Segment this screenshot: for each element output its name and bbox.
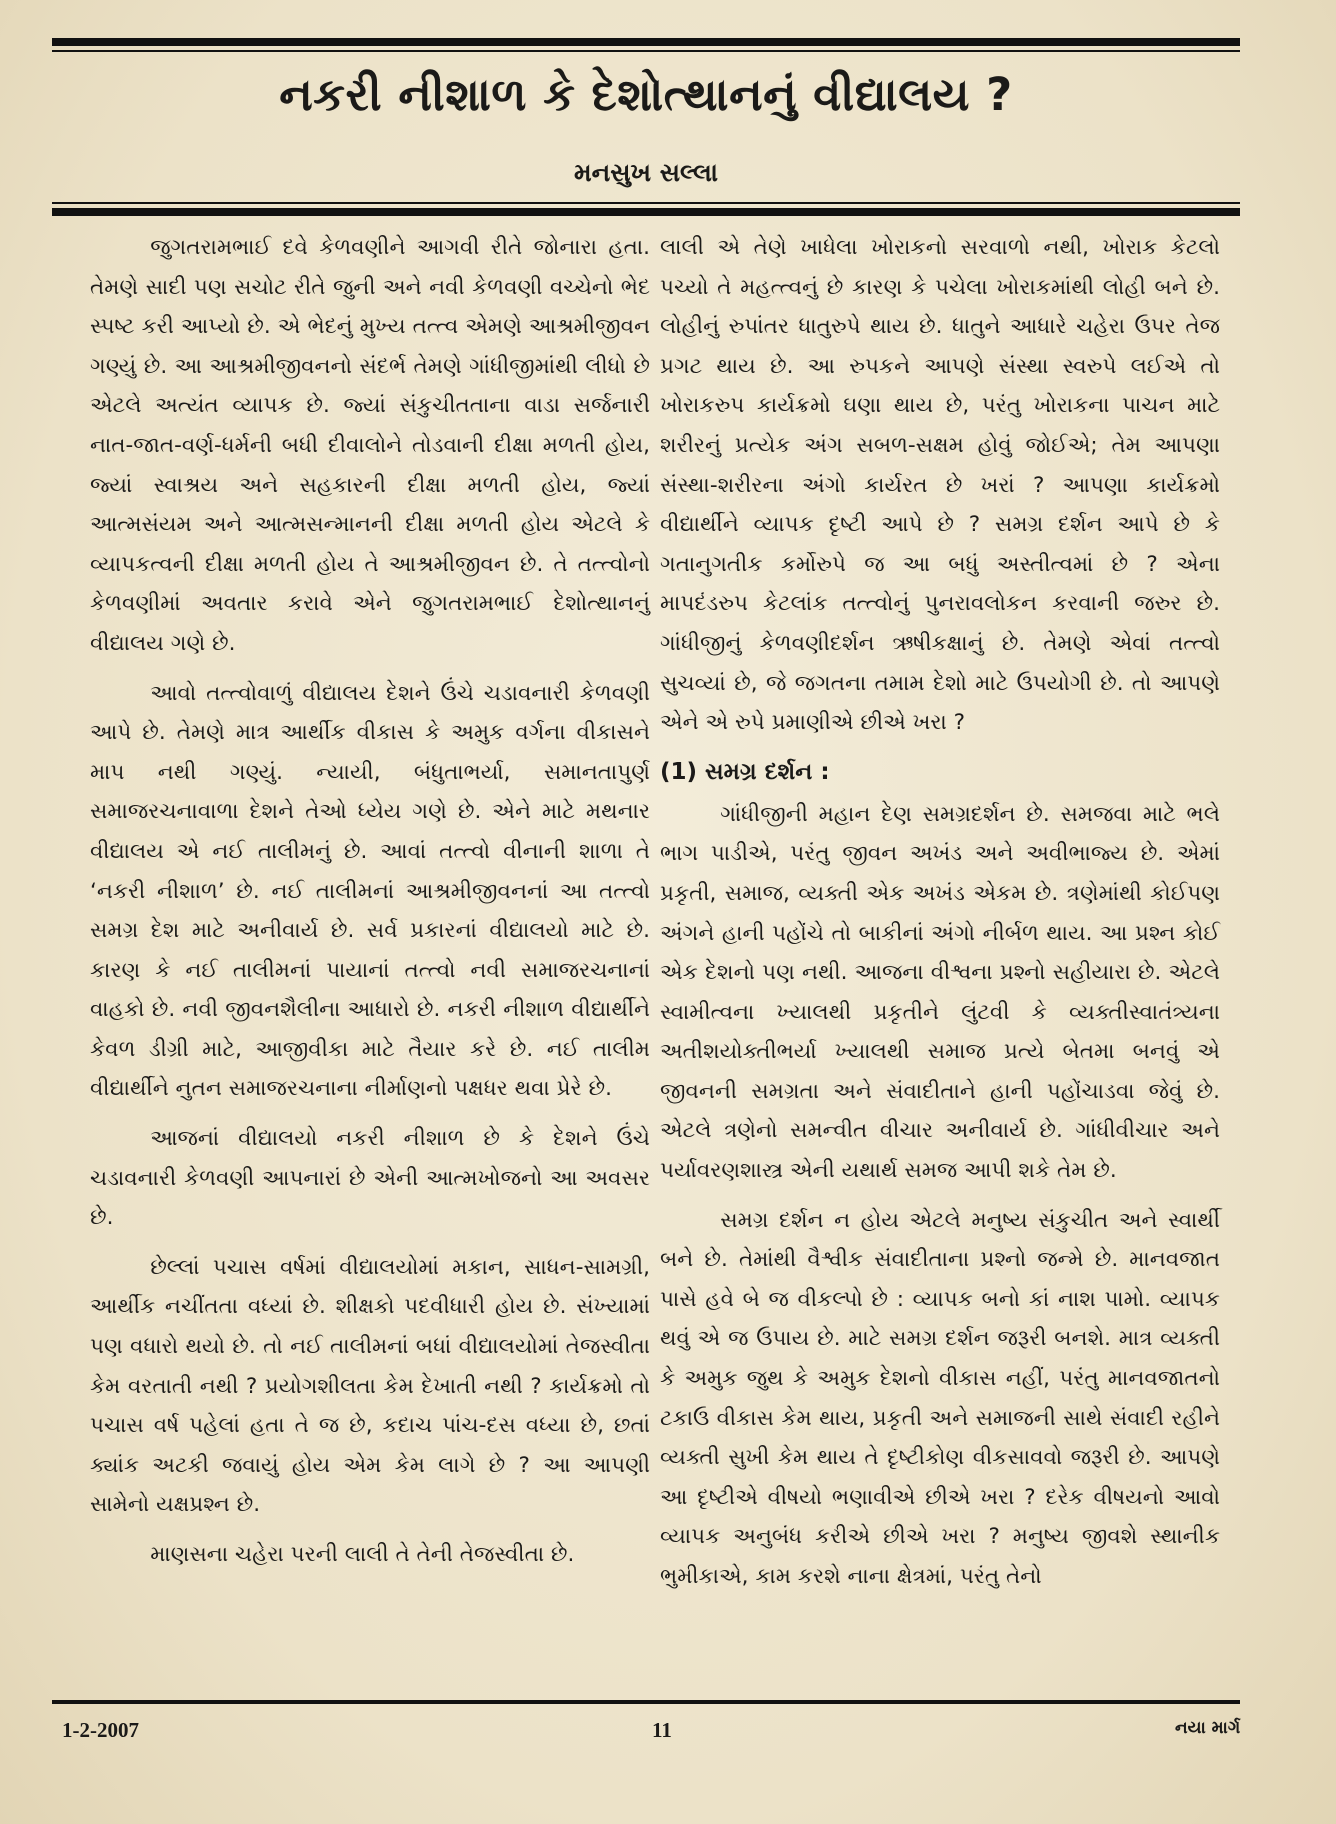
paragraph: છેલ્લાં પચાસ વર્ષમાં વીદ્યાલયોમાં મકાન, સાધન-સામગ્રી, આર્થીક નચીંતતા વધ્યાં છે. શીક્ષકો પદવીધારી હોય છે. સંખ્યામાં પણ વધારો થયો છે. તો નઈ તાલીમનાં બધાં વીદ્યાલયોમાં તેજસ્વીતા કેમ વરતાતી નથી ? પ્રયોગશીલતા કેમ દેખાતી નથી ? કાર્યક્રમો તો પચાસ વર્ષ પહેલાં હતા તે જ છે, કદાચ પાંચ-દસ વધ્યા છે, છતાં ક્યાંક અટકી જવાયું હોય એમ કેમ લાગે છે ? આ આપણી સામેનો યક્ષપ્રશ્ન છે. (90, 1254, 650, 1518)
top-rule (52, 38, 1240, 46)
paragraph: આજનાં વીદ્યાલયો નકરી નીશાળ છે કે દેશને ઉંચે ચડાવનારી કેળવણી આપનારાં છે એની આત્મખોજનો આ અવસર છે. (90, 1126, 650, 1231)
header-rule (52, 208, 1240, 216)
paragraph: જુગતરામભાઈ દવે કેળવણીને આગવી રીતે જોનારા હતા. તેમણે સાદી પણ સચોટ રીતે જુની અને નવી કેળવણી વચ્ચેનો ભેદ સ્પષ્ટ કરી આપ્યો છે. એ ભેદનું મુખ્ય તત્ત્વ એમણે આશ્રમીજીવન ગણ્યું છે. આ આશ્રમીજીવનનો સંદર્ભ તેમણે ગાંધીજીમાંથી લીધો છે એટલે અત્યંત વ્યાપક છે. જ્યાં સંકુચીતતાના વાડા સર્જનારી નાત-જાત-વર્ણ-ધર્મની બધી દીવાલોને તોડવાની દીક્ષા મળતી હોય, જ્યાં સ્વાશ્રય અને સહકારની દીક્ષા મળતી હોય, જ્યાં આત્મસંયમ અને આત્મસન્માનની દીક્ષા મળતી હોય એટલે કે વ્યાપકત્વની દીક્ષા મળતી હોય તે આશ્રમીજીવન છે. તે તત્ત્વોનો કેળવણીમાં અવતાર કરાવે એને જુગતરામભાઈ દેશોત્થાનનું વીદ્યાલય ગણે છે. (90, 235, 650, 656)
top-rule-thin (52, 50, 1240, 52)
continued-paragraph: લાલી એ તેણે ખાધેલા ખોરાકનો સરવાળો નથી, ખોરાક કેટલો પચ્યો તે મહત્ત્વનું છે કારણ કે પચેલા ખોરાકમાંથી લોહી બને છે. લોહીનું રુપાંતર ધાતુરુપે થાય છે. ધાતુને આધારે ચહેરા ઉપર તેજ પ્રગટ થાય છે. આ રુપકને આપણે સંસ્થા સ્વરુપે લઈએ તો ખોરાકરુપ કાર્યક્રમો ઘણા થાય છે, પરંતુ ખોરાકના પાચન માટે શરીરનું પ્રત્યેક અંગ સબળ-સક્ષમ હોવું જોઈએ; તેમ આપણા સંસ્થા-શરીરના અંગો કાર્યરત છે ખરાં ? આપણા કાર્યક્રમો વીદ્યાર્થીને વ્યાપક દૃષ્ટી આપે છે ? સમગ્ર દર્શન આપે છે કે ગતાનુગતીક કર્મોરુપે જ આ બધું અસ્તીત્વમાં છે ? એના માપદંડરુપ કેટલાંક તત્ત્વોનું પુનરાવલોકન કરવાની જરુર છે. ગાંધીજીનું કેળવણીદર્શન ઋષીકક્ષાનું છે. તેમણે એવાં તત્ત્વો સુચવ્યાં છે, જે જગતના તમામ દેશો માટે ઉપયોગી છે. તો આપણે એને એ રુપે પ્રમાણીએ છીએ ખરા ? (660, 235, 1220, 736)
author-name: મનસુખ સલ્લા (573, 158, 719, 187)
right-column (660, 228, 1220, 1607)
paragraph: આવો તત્ત્વોવાળું વીદ્યાલય દેશને ઉંચે ચડાવનારી કેળવણી આપે છે. તેમણે માત્ર આર્થીક વીકાસ કે અમુક વર્ગના વીકાસને માપ નથી ગણ્યું. ન્યાયી, બંધુતાભર્યા, સમાનતાપુર્ણ સમાજરચનાવાળા દેશને તેઓ ધ્યેય ગણે છે. એને માટે મથનાર વીદ્યાલય એ નઈ તાલીમનું છે. આવાં તત્ત્વો વીનાની શાળા તે ‘નકરી નીશાળ’ છે. નઈ તાલીમનાં આશ્રમીજીવનનાં આ તત્ત્વો સમગ્ર દેશ માટે અનીવાર્ય છે. સર્વ પ્રકારનાં વીદ્યાલયો માટે છે. કારણ કે નઈ તાલીમનાં પાયાનાં તત્ત્વો નવી સમાજરચનાનાં વાહકો છે. નવી જીવનશૈલીના આધારો છે. નકરી નીશાળ વીદ્યાર્થીને કેવળ ડીગ્રી માટે, આજીવીકા માટે તૈયાર કરે છે. નઈ તાલીમ વીદ્યાર્થીને નુતન સમાજરચનાના નીર્માણનો પક્ષધર થવા પ્રેરે છે. (90, 680, 650, 1102)
paragraph: સમગ્ર દર્શન ન હોય એટલે મનુષ્ય સંકુચીત અને સ્વાર્થી બને છે. તેમાંથી વૈશ્વીક સંવાદીતાના પ્રશ્નો જન્મે છે. માનવજાત પાસે હવે બે જ વીકલ્પો છે : વ્યાપક બનો કાં નાશ પામો. વ્યાપક થવું એ જ ઉપાય છે. માટે સમગ્ર દર્શન જરૂરી બનશે. માત્ર વ્યક્તી કે અમુક જુથ કે અમુક દેશનો વીકાસ નહીં, પરંતુ માનવજાતનો ટકાઉ વીકાસ કેમ થાય, પ્રકૃતી અને સમાજની સાથે સંવાદી રહીને વ્યક્તી સુખી કેમ થાય તે દૃષ્ટીકોણ વીકસાવવો જરૂરી છે. આપણે આ દૃષ્ટીએ વીષયો ભણાવીએ છીએ ખરા ? દરેક વીષયનો આવો વ્યાપક અનુબંધ કરીએ છીએ ખરા ? મનુષ્ય જીવશે સ્થાનીક ભુમીકાએ, કામ કરશે નાના ક્ષેત્રમાં, પરંતુ તેનો (660, 1207, 1220, 1589)
section-heading: (1) સમગ્ર દર્શન : (660, 758, 830, 785)
issue-date: 1-2-2007 (62, 1718, 139, 1742)
article-title: નકરી નીશાળ કે દેશોત્થાનનું વીદ્યાલય ? (279, 68, 1013, 121)
header-rule-thin (52, 202, 1240, 204)
publication-name: નયા માર્ગ (1175, 1718, 1241, 1738)
paragraph: માણસના ચહેરા પરની લાલી તે તેની તેજસ્વીતા છે. (150, 1542, 575, 1567)
paragraph: ગાંધીજીની મહાન દેણ સમગ્રદર્શન છે. સમજવા માટે ભલે ભાગ પાડીએ, પરંતુ જીવન અખંડ અને અવીભાજ્ય છે. એમાં પ્રકૃતી, સમાજ, વ્યક્તી એક અખંડ એકમ છે. ત્રણેમાંથી કોઈપણ અંગને હાની પહોંચે તો બાકીનાં અંગો નીર્બળ થાય. આ પ્રશ્ન કોઈ એક દેશનો પણ નથી. આજના વીશ્વના પ્રશ્નો સહીયારા છે. એટલે સ્વામીત્વના ખ્યાલથી પ્રકૃતીને લુંટવી કે વ્યક્તીસ્વાતંત્ર્યના અતીશયોક્તીભર્યા ખ્યાલથી સમાજ પ્રત્યે બેતમા બનવું એ જીવનની સમગ્રતા અને સંવાદીતાને હાની પહોંચાડવા જેવું છે. એટલે ત્રણેનો સમન્વીત વીચાર અનીવાર્ય છે. ગાંધીવીચાર અને પર્યાવરણશાસ્ત્ર એની યથાર્થ સમજ આપી શકે તેમ છે. (660, 801, 1220, 1184)
left-column (90, 228, 650, 1585)
page-number: 11 (652, 1718, 672, 1742)
footer-rule (52, 1700, 1240, 1704)
